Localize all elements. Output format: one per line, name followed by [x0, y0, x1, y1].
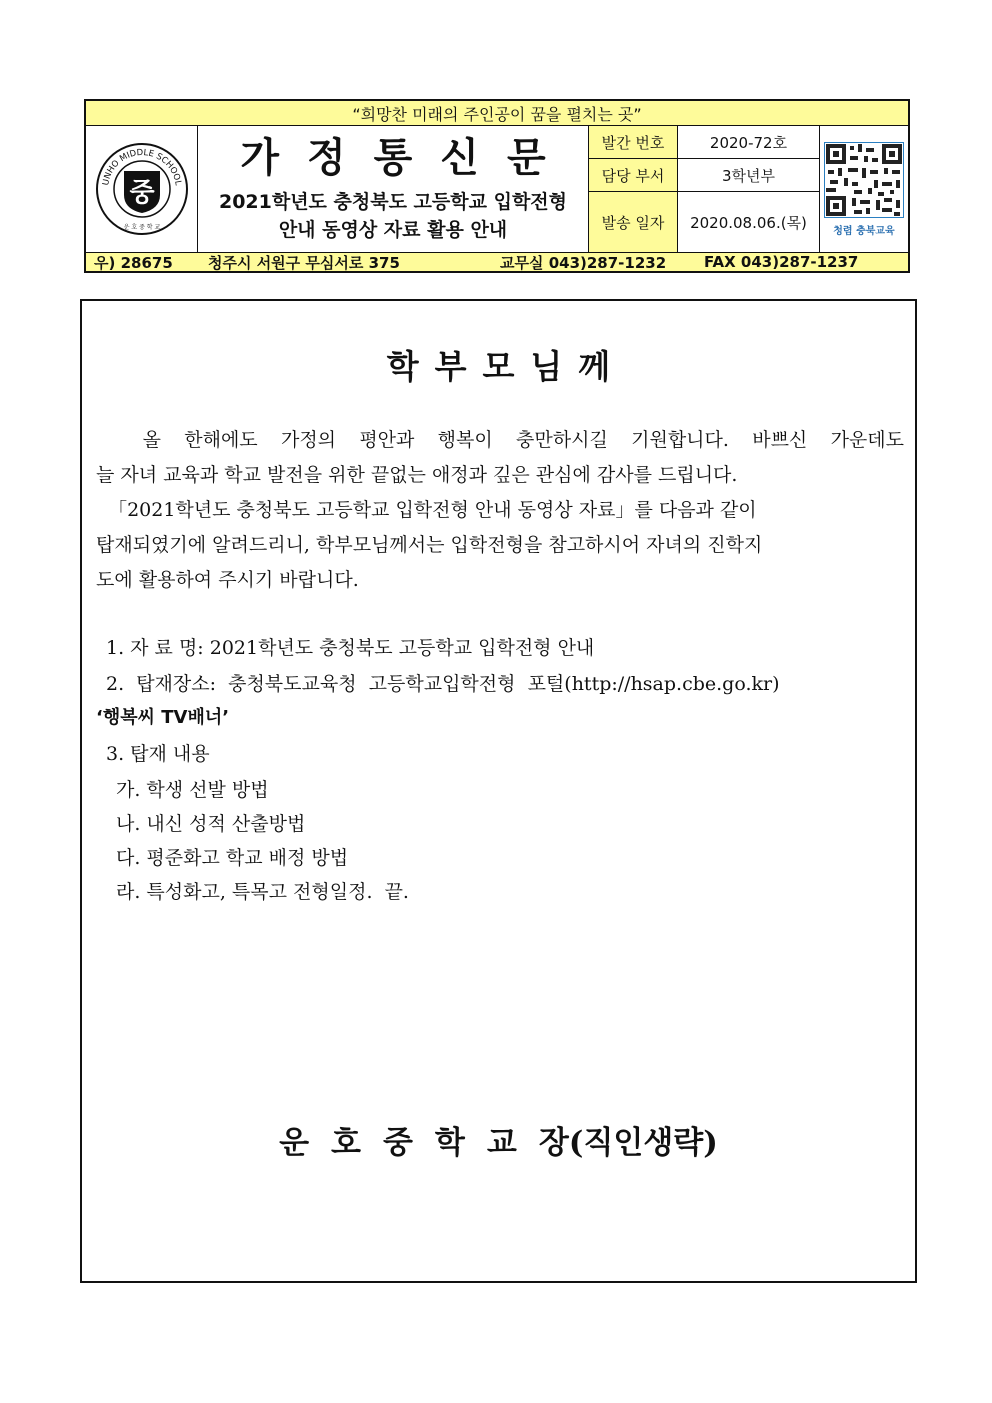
- paragraph-1-line-2: 늘 자녀 교육과 학교 발전을 위한 끝없는 애정과 깊은 관심에 감사를 드립니다.: [96, 464, 738, 486]
- school-slogan: “희망찬 미래의 주인공이 꿈을 펼치는 곳”: [86, 101, 908, 126]
- department-label: 담당 부서: [589, 159, 678, 192]
- contact-footer: [86, 252, 908, 271]
- paragraph-2-line-3: 도에 활용하여 주시기 바랍니다.: [96, 569, 359, 591]
- item-upload-location: 2. 탑재장소: 충청북도교육청 고등학교입학전형 포털(http://hsap.cbe.go.kr): [106, 673, 780, 695]
- sub-item-grades: 나. 내신 성적 산출방법: [116, 813, 306, 835]
- sub-item-selection: 가. 학생 선발 방법: [116, 779, 269, 801]
- paragraph-2-line-2: 탑재되였기에 알려드리니, 학부모님께서는 입학전형을 참고하시어 자녀의 진학지: [96, 534, 763, 556]
- send-date-value: 2020.08.06.(목): [678, 192, 820, 252]
- newsletter-header: [84, 99, 910, 273]
- newsletter-subtitle-1: 2021학년도 충청북도 고등학교 입학전형: [218, 191, 568, 213]
- issue-number-label: 발간 번호: [589, 126, 678, 159]
- signature-suffix: 장(직인생략): [538, 1125, 718, 1161]
- qr-code-icon: [824, 142, 904, 218]
- postal-code: 우) 28675: [94, 253, 173, 272]
- paragraph-2: [96, 493, 904, 598]
- school-address: 청주시 서원구 무심서로 375: [208, 253, 400, 272]
- letter-box: [80, 299, 917, 1283]
- qr-code-block: [820, 126, 908, 252]
- logo-ring-text: UNHO MIDDLE SCHOOL: [100, 147, 183, 187]
- sub-item-assignment: 다. 평준화고 학교 배정 방법: [116, 847, 349, 869]
- principal-signature: [82, 1117, 915, 1162]
- school-logo: [86, 126, 198, 252]
- logo-emblem-char: 중: [128, 178, 155, 208]
- issue-number-value: 2020-72호: [678, 126, 820, 159]
- item-upload-location-banner: ‘행복씨 TV배너’: [96, 707, 230, 728]
- title-block: [198, 126, 589, 252]
- office-fax: FAX 043)287-1237: [704, 253, 859, 271]
- paragraph-1: [96, 423, 904, 493]
- letter-greeting: 학부모님께: [386, 347, 627, 386]
- item-material-name: 1. 자 료 명: 2021학년도 충청북도 고등학교 입학전형 안내: [106, 637, 595, 659]
- office-phone: 교무실 043)287-1232: [500, 253, 667, 272]
- qr-caption: 청렴 충북교육: [833, 225, 895, 237]
- paragraph-2-line-1: 「2021학년도 충청북도 고등학교 입학전형 안내 동영상 자료」를 다음과 같이: [96, 499, 757, 521]
- paragraph-1-line-1: 올 한해에도 가정의 평안과 행복이 충만하시길 기원합니다. 바쁘신 가운데도: [96, 429, 904, 451]
- logo-bottom-text: 운 호 중 학 교: [123, 224, 160, 231]
- newsletter-title: 가정통신문: [240, 134, 574, 181]
- school-emblem-icon: [94, 141, 190, 237]
- send-date-label: 발송 일자: [589, 192, 678, 252]
- department-value: 3학년부: [678, 159, 820, 192]
- item-content-heading: 3. 탑재 내용: [106, 743, 210, 765]
- signature-school-name: 운호중학교: [279, 1125, 539, 1161]
- newsletter-subtitle-2: 안내 동영상 자료 활용 안내: [278, 219, 508, 241]
- sub-item-schedule: 라. 특성화고, 특목고 전형일정. 끝.: [116, 881, 409, 903]
